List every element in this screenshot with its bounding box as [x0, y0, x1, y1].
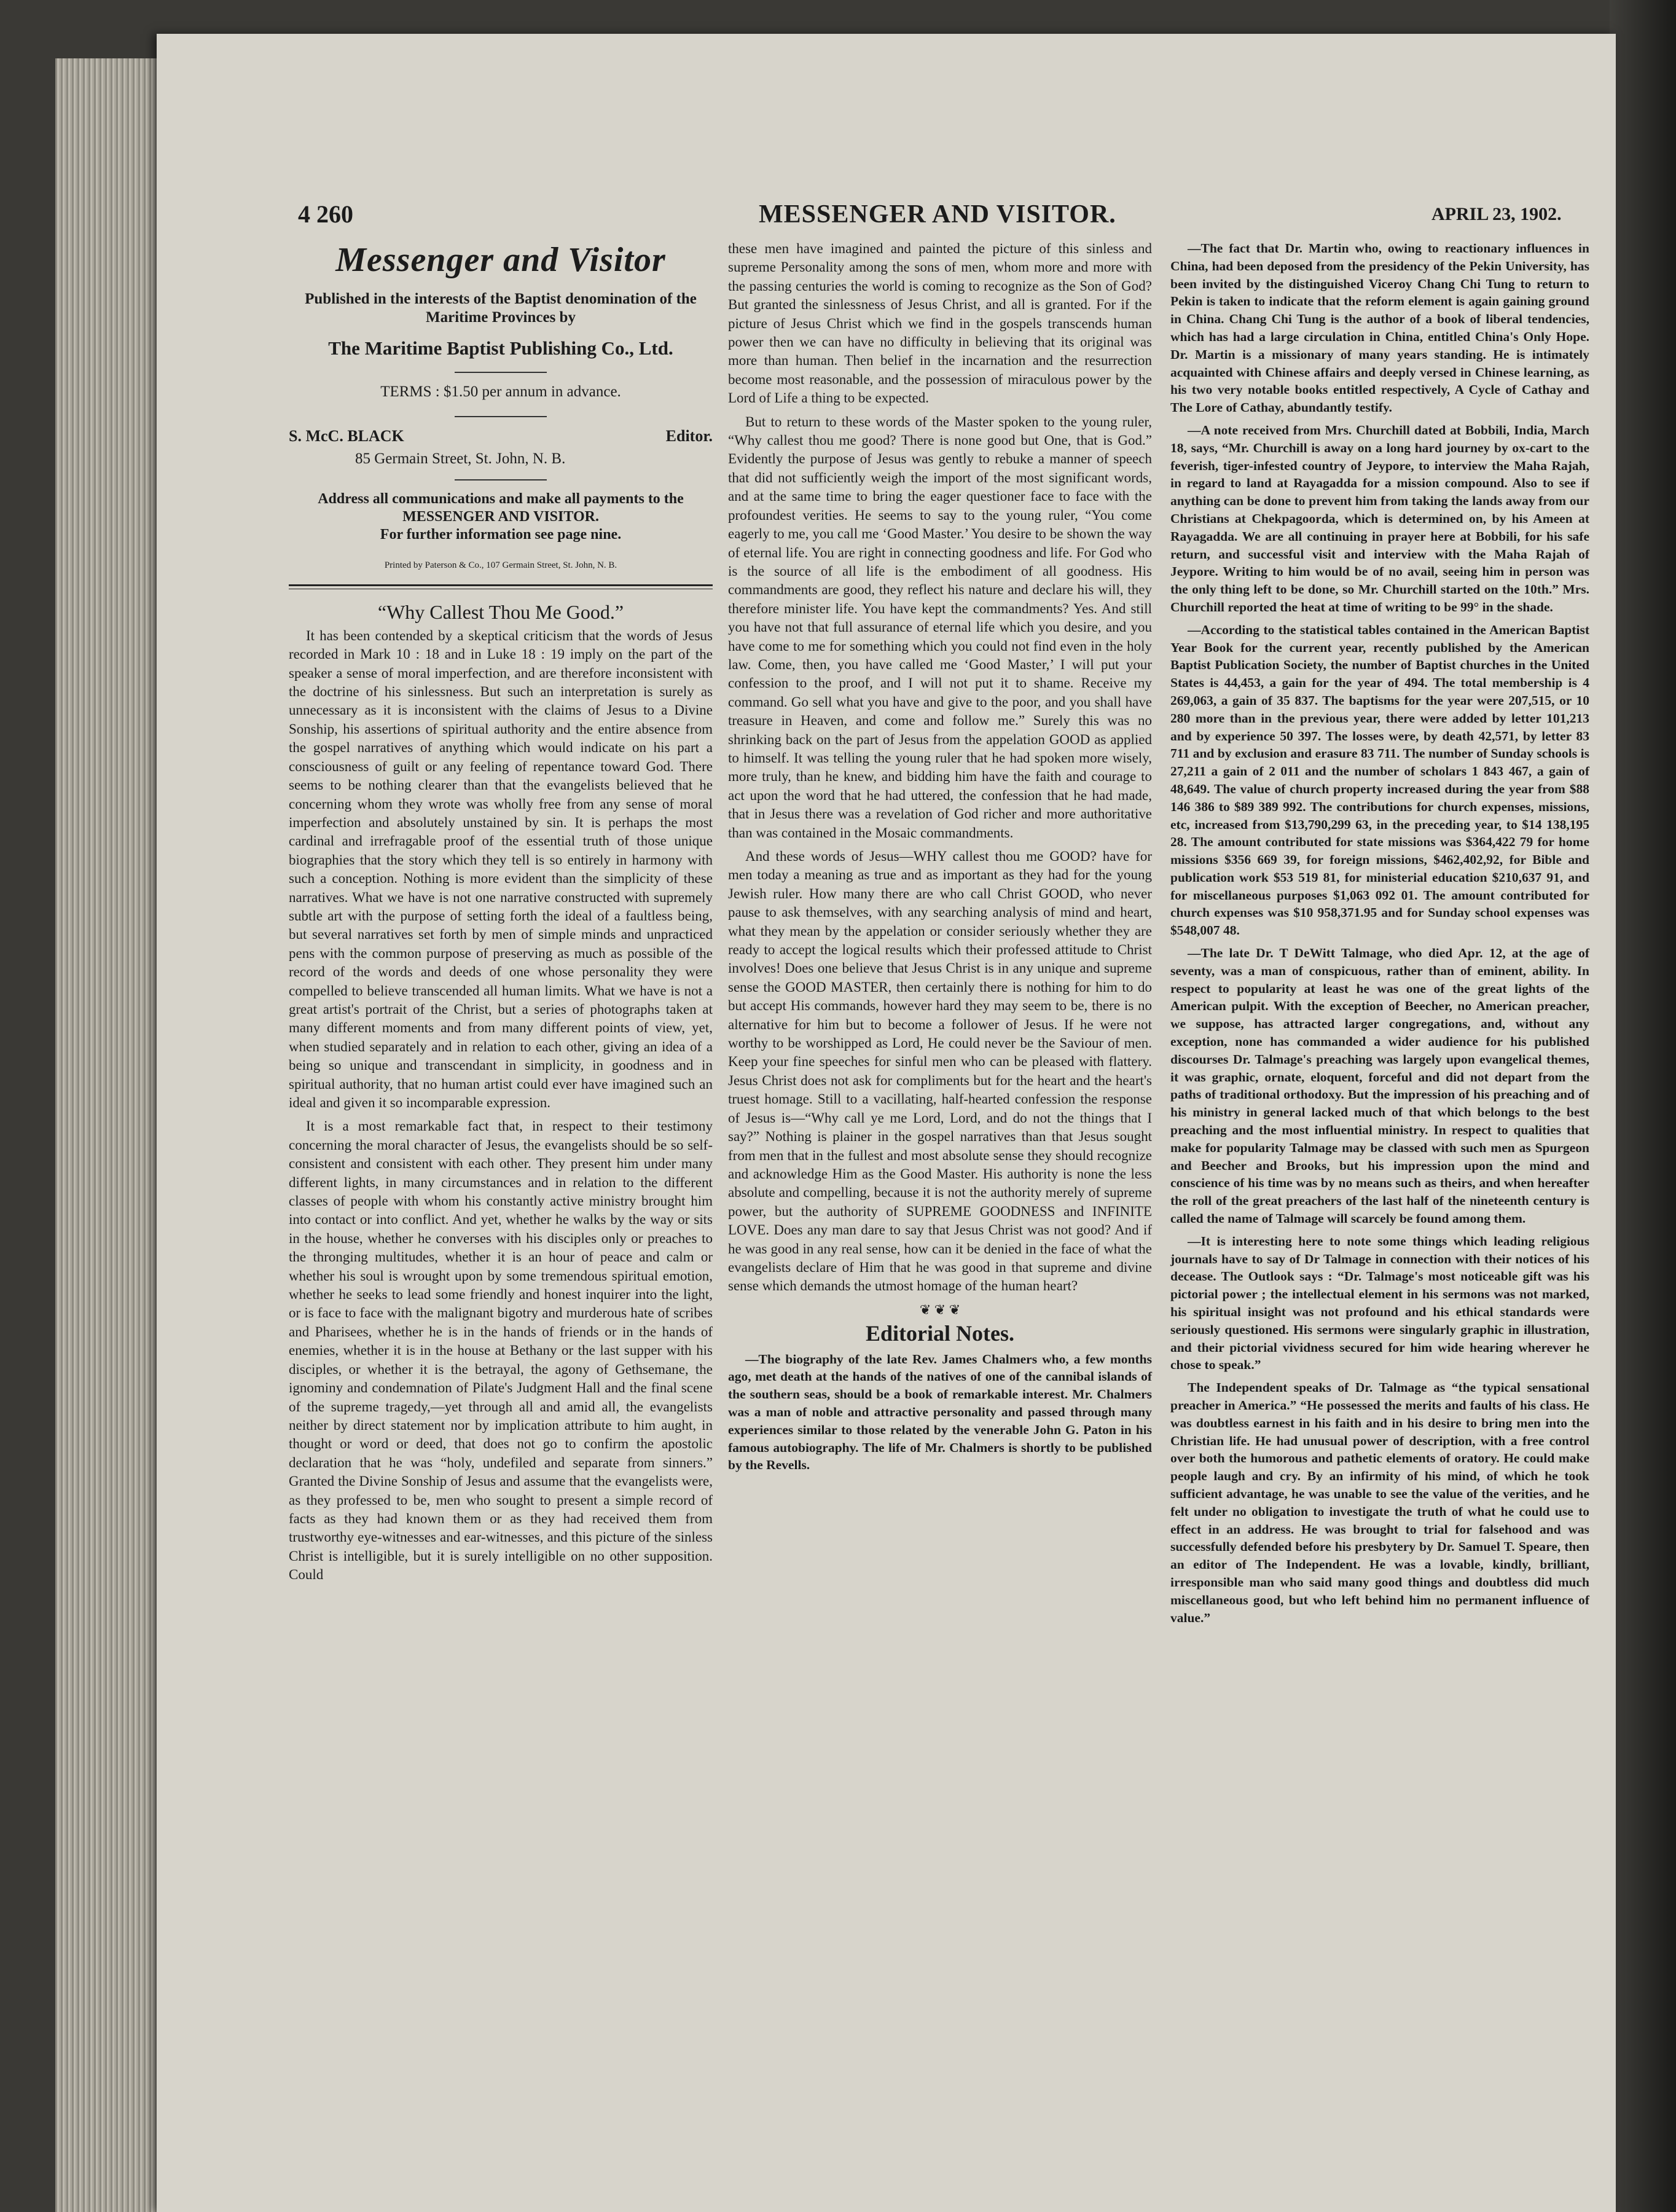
masthead-title: Messenger and Visitor	[335, 241, 666, 279]
article-paragraph: It has been contended by a skeptical criticism that the words of Jesus recorded in Mark 10 : 18 and in Luke 18 : 19 imply on the part of the speaker a sense of moral imperfection, and are therefore inconsistent with the doctrine of his sinlessness. But such an interpretation is surely as unnecessary as it is inconsistent with the claims of Jesus to a Divine Sonship, his assertions of spiritual authority and the entire absence from the gospel narratives of anything which would indicate on his part a consciousness of guilt or any feeling of repentance toward God. There seems to be nothing clearer than that the evangelists believed that he concerning whom they wrote was wholly free from any sense of moral imperfection and absolutely unstained by sin. It is perhaps the most cardinal and irrefragable proof of the essential truth of those unique biographies that the story which they tell is so entirely in harmony with such a conception. Nothing is more evident than the simplicity of these narratives. What we have is not one narrative constructed with supremely subtle art with the purpose of setting forth the ideal of a faultless being, but several narratives set forth by men of simple minds and unpracticed pens with the common purpose of preserving as much as possible of the record of the words and deeds of one whose personality they were compelled to believe transcended all human limits. What we have is not a great artist's portrait of the Christ, but a series of photographs taken at many different moments and from many different points of view, yet, when studied separately and in relation to each other, giving an idea of a being so unique and transcendant in simplicity, in goodness and in spiritual authority, that no human artist could ever have imagined such an ideal and given it so incomparable expression.	[289, 627, 713, 1110]
editorial-note: —According to the statistical tables contained in the American Baptist Year Book for the current year, recently published by the American Baptist Publication Society, the number of Baptist churches in the United States is 44,453, a gain for the year of 494. The total membership is 4 269,063, a gain of 35 837. The baptisms for the year were 207,515, or 10 280 more than in the previous year, there were added by letter 101,213 and by experience 50 397. The losses were, by death 42,571, by letter 83 711 and by exclusion and erasure 83 711. The number of Sunday schools is 27,211 a gain of 2 011 and the number of scholars 1 843 467, a gain of 48,649. The value of church property increased during the year from $88 146 386 to $89 389 992. The contributions for church expenses, missions, etc, increased from $13,790,299 63, in the preceding year, to $14 138,195 28. The amount contributed for state missions was $364,422 79 for home missions $356 669 39, for foreign missions, $462,402,92, for Bible and publication work $53 519 81, for ministerial education $210,637 91, and for miscellaneous purposes $1,063 092 01. The amount contributed for church expenses was $10 958,371.95 and for Sunday school expenses was $548,007 48.	[1170, 622, 1589, 938]
divider	[455, 416, 547, 417]
double-rule	[289, 584, 713, 589]
publisher-name: The Maritime Baptist Publishing Co., Ltd.	[328, 337, 673, 359]
column-2	[728, 240, 1152, 1479]
subscription-terms: TERMS : $1.50 per annum in advance.	[380, 383, 621, 400]
editorial-note: —The late Dr. T DeWitt Talmage, who died Apr. 12, at the age of seventy, was a man of conspicuous, rather than of eminent, ability. In respect to popularity at least he was one of the great lights of the American pulpit. With the exception of Beecher, no American preacher, we suppose, has attracted larger congregations, and, without any exception, none has commanded a wider audience for his published discourses Dr. Talmage's preaching was largely upon evangelical themes, it was graphic, ornate, eloquent, forceful and did not depart from the paths of traditional orthodoxy. But the impression of his preaching and of his ministry in general lacked much of that which belongs to the best preaching and the most influential ministry. In respect to qualities that make for popularity Talmage may be classed with such men as Spurgeon and Beecher and Brooks, but his impression upon the mind and conscience of his time was by no means such as theirs, and when hereafter the roll of the great preachers of the last half of the nineteenth century is called the name of Talmage will scarcely be found among them.	[1170, 946, 1589, 1226]
section-ornament: ❦ ❦ ❦	[919, 1301, 961, 1317]
editor-line	[289, 427, 713, 445]
issue-date: APRIL 23, 1902.	[1431, 204, 1562, 224]
article-paragraph: And these words of Jesus—WHY callest thou me GOOD? have for men today a meaning as true and as important as they had for the young Jewish ruler. How many there are who call Christ GOOD, who never pause to ask themselves, with any searching analysis of mind and heart, what they mean by the appelation or consider seriously whether they are ready to accept the logical results which their professed attitude to Christ involves! Does one believe that Jesus Christ is in any unique and supreme sense the GOOD MASTER, then certainly there is nothing for him to do but accept His commands, however hard they may seem to be, there is no alternative for him but to become a follower of Jesus. If he were not worthy to be worshipped as Lord, He could never be the Saviour of men. Keep your fine speeches for sinful men who can be pleased with flattery. Jesus Christ does not ask for compliments but for the heart and the heart's truest homage. Still to a vacillating, half-hearted confession the response of Jesus is—“Why call ye me Lord, Lord, and do not the things that I say?” Nothing is plainer in the gospel narratives than that Jesus sought from men that in the fullest and most absolute sense they should recognize and acknowledge Him as the Good Master. His authority is none the less absolute and compelling, because it is not the authority merely of supreme power, but the authority of SUPREME GOODNESS and INFINITE LOVE. Does any man dare to say that Jesus Christ was not good? And if he was good in any real sense, how can it be denied in the face of what the evangelists declare of Him that he was good in that supreme and divine sense which demands the utmost homage of the human heart?	[728, 849, 1152, 1294]
column-1	[289, 240, 713, 1590]
editorial-note: —It is interesting here to note some things which leading religious journals have to say of Dr Talmage in connection with their notices of his decease. The Outlook says : “Dr. Talmage's most noticeable gift was his pictorial power ; the intellectual element in his sermons was not marked, his spiritual insight was not profound and his ethical standards were seriously questioned. His sermons were singularly graphic in illustration, and their pictorial vividness secured for him wide hearing wherever he chose to speak.”	[1170, 1233, 1589, 1373]
running-title: MESSENGER AND VISITOR.	[759, 200, 1116, 229]
published-line: Published in the interests of the Baptist denomination of the Maritime Provinces by	[305, 291, 697, 326]
book-page-edges	[55, 58, 160, 2212]
address-line-2: For further information see page nine.	[380, 527, 622, 543]
editorial-note: —The fact that Dr. Martin who, owing to reactionary influences in China, had been deposed from the presidency of the Pekin University, has been invited by the distinguished Viceroy Chang Chi Tung to return to Pekin is taken to indicate that the reform element is again gaining ground in China. Chang Chi Tung is the author of a book of liberal tendencies, which has had a large circulation in China, entitled China's Only Hope. Dr. Martin is a missionary of many years standing. He is intimately acquainted with Chinese affairs and deeply versed in Chinese learning, as his two very notable books entitled respectively, A Cycle of Cathay and The Lore of Cathay, abundantly testify.	[1170, 241, 1589, 415]
article-title: “Why Callest Thou Me Good.”	[377, 601, 624, 624]
editor-address: 85 Germain Street, St. John, N. B.	[355, 450, 566, 467]
editor-label: Editor.	[665, 427, 713, 445]
article-paragraph: these men have imagined and painted the picture of this sinless and supreme Personality among the sons of men, whom more and more with the passing centuries the world is coming to recognize as the Son of God? But granted the sinlessness of Jesus Christ, and all is granted. For if the picture of Jesus Christ which we find in the gospels transcends human power then we can have no difficulty in believing that its original was more than human. Then belief in the incarnation and the resurrection become most reasonable, and the possession of miraculous power by the Lord of Life a thing to be expected.	[728, 241, 1152, 406]
divider	[455, 479, 547, 480]
page-number: 4 260	[298, 200, 353, 228]
editorial-notes-title: Editorial Notes.	[866, 1321, 1014, 1346]
address-notice	[289, 490, 713, 544]
printer-imprint: Printed by Paterson & Co., 107 Germain Street, St. John, N. B.	[384, 560, 617, 571]
newspaper-page	[157, 34, 1616, 2212]
editorial-note: The Independent speaks of Dr. Talmage as “the typical sensational preacher in America.” “He possessed the merits and faults of his class. He was doubtless earnest in his faith and in his desire to bring men into the Christian life. He had unusual power of description, with a free control over both the humorous and pathetic elements of oratory. He could make people laugh and cry. By an infirmity of his mind, of which he took sufficient advantage, he was unable to see the value of the verities, and he felt under no obligation to investigate the truth of what he could use to effect in an address. He was brought to trial for falsehood and was successfully defended before his presbytery by Dr. Samuel T. Speare, then an editor of The Independent. He was a lovable, kindly, brilliant, irresponsible man who said many good things and doubtless did much miscellaneous good, but who left behind him no permanent influence of value.”	[1170, 1380, 1589, 1625]
article-paragraph: It is a most remarkable fact that, in respect to their testimony concerning the moral character of Jesus, the evangelists should be so self-consistent and consistent with each other. They present him under many different lights, in many circumstances and in relation to the different classes of people with whom his constantly active ministry brought him into contact or into conflict. And yet, whether he walks by the way or sits in the house, whether he converses with his disciples only or preaches to the thronging multitudes, whether it is an hour of peace and calm or whether his soul is wrought upon by some tremendous spiritual emotion, whether he seeks to lead some friendly and honest inquirer into the light, or is face to face with the malignant bigotry and murderous hate of scribes and Pharisees, whether he is in the hands of friends or in the hands of enemies, whether it is in the house at Bethany or the last supper with his disciples, or whether it is the betrayal, the agony of Gethsemane, the ignominy and condemnation of Pilate's Judgment Hall and the final scene of the supreme tragedy,—yet through all and amid all, the evangelists neither by direct statement nor by implication attribute to him aught, in thought or word or deed, that does not go to confirm the apostolic declaration that he was “holy, undefiled and separate from sinners.” Granted the Divine Sonship of Jesus and assume that the evangelists were, as they professed to be, men who sought to present a simple record of facts as they had known them or as they had received them from trustworthy eye-witnesses and ear-witnesses, and this picture of the sinless Christ is intelligible, but it is surely intelligible on no other supposition. Could	[289, 1118, 713, 1583]
article-paragraph: But to return to these words of the Master spoken to the young ruler, “Why callest thou me good? There is none good but One, that is God.” Evidently the purpose of Jesus was gently to rebuke a manner of speech that did not sufficiently weigh the import of the most significant words, and at the same time to bring the eager questioner face to face with the profoundest verities. He seems to say to the young ruler, “You come eagerly to me, you call me ‘Good Master.’ You desire to be shown the way of eternal life. You are right in connecting goodness and life. For God who is the source of all life is the embodiment of all goodness. His commandments are good, they reflect his nature and declare his will, they therefore minister life. You have kept the commandments? Yes. And still you have not that full assurance of eternal life which you desire, and you have come to me for something which you could not find even in the holy law. Come, then, you have called me ‘Good Master,’ I will put your confession to the proof, and I will not put it to shame. Receive my command. Go sell what you have and give to the poor, and you shall have treasure in Heaven, and come and follow me.” Surely this was no shrinking back on the part of Jesus from the appelation GOOD as applied to himself. It was telling the young ruler that he had spoken more wisely, more truly, than he knew, and bidding him have the faith and courage to act upon the word that he had uttered, the confession that he had made, that in Jesus there was a revelation of God richer and more authoritative than was contained in the Mosaic commandments.	[728, 414, 1152, 841]
editor-name: S. McC. BLACK	[289, 427, 404, 445]
address-line-1: Address all communications and make all payments to the MESSENGER AND VISITOR.	[318, 491, 684, 525]
editorial-note: —A note received from Mrs. Churchill dated at Bobbili, India, March 18, says, “Mr. Churchill is away on a long hard journey by ox-cart to the feverish, tiger-infested country of Jeypore, to interview the Maha Rajah, in regard to land at Rayagadda for a mission compound. Also to see if anything can be done to prevent him from taking the lands away from our Christians at Chekpagoorda, which is determined on, by his Ameen at Rayagadda. We are all continuing in prayer here at Bobbili, for his safe return, and successful visit and interview with the Maha Rajah of Jeypore. Writing to him would be of no avail, seeing him in person was the only thing left to be done, so Mr. Churchill started on the 10th.” Mrs. Churchill reported the heat at time of writing to be 99° in the shade.	[1170, 422, 1589, 614]
editorial-note: —The biography of the late Rev. James Chalmers who, a few months ago, met death at the hands of the natives of one of the cannibal islands of the southern seas, should be a book of remarkable interest. Mr. Chalmers was a man of noble and attractive personality and passed through many experiences similar to those related by the venerable John G. Paton in his famous autobiography. The life of Mr. Chalmers is shortly to be published by the Revells.	[728, 1351, 1152, 1473]
scanner-shadow	[1610, 0, 1676, 2212]
divider	[455, 372, 547, 373]
column-3	[1170, 240, 1589, 1631]
